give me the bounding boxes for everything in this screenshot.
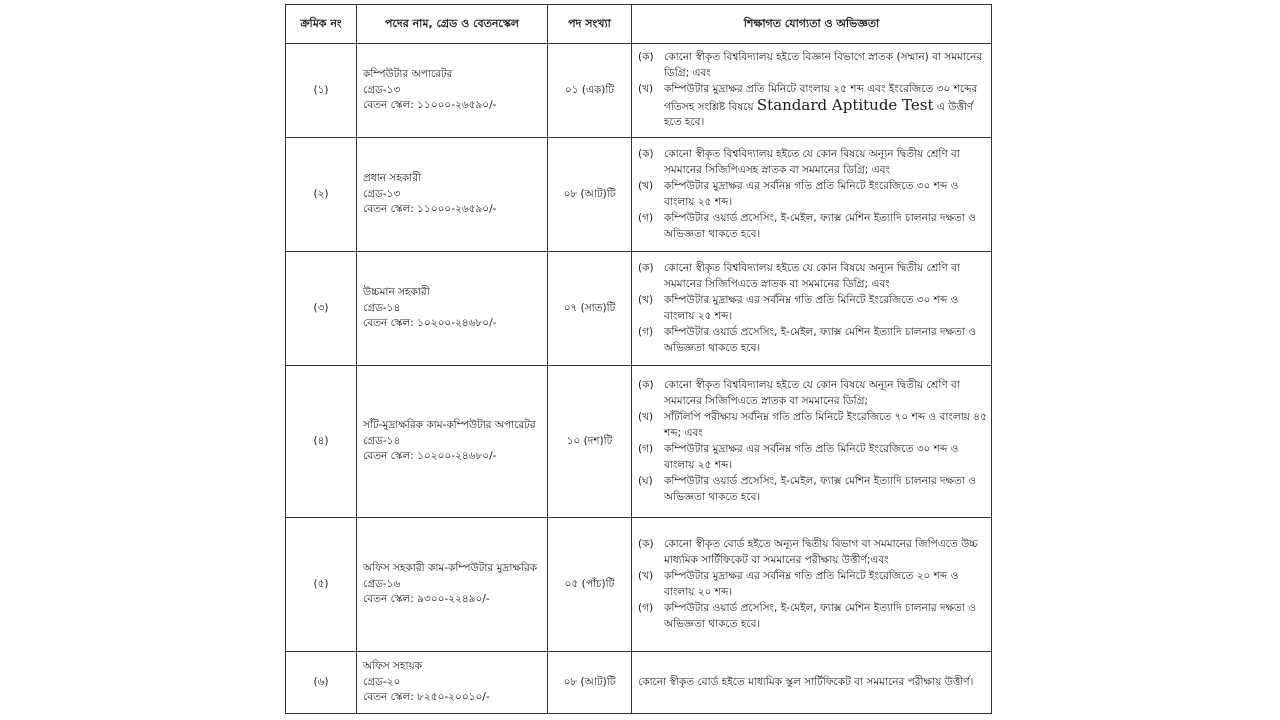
item-marker: (ঘ) (638, 475, 653, 487)
qualification-text: কম্পিউটার মুদ্রাক্ষর এর সর্বনিম্ন গতি প্রতি মিনিটে ইংরেজিতে ৩০ শব্দ ও বাংলায় ২৫ শব্দ। (664, 180, 959, 208)
qualification-text: কম্পিউটার ওয়ার্ড প্রসেসিং, ই-মেইল, ফ্যাক্স মেশিন ইত্যাদি চালনার দক্ষতা ও অভিজ্ঞতা থাকতে হবে। (664, 475, 977, 503)
post-count: ১০ (দশ)টি (548, 366, 632, 518)
qualification-item (638, 293, 987, 324)
post-title: সাঁট-মুদ্রাক্ষরিক কাম-কম্পিউটার অপারেটর (363, 419, 536, 432)
qualification-text-wrap (664, 179, 987, 210)
item-marker: (গ) (638, 602, 654, 614)
item-marker: (গ) (638, 443, 654, 455)
qualification-text-wrap (664, 537, 987, 568)
table-row (286, 652, 992, 714)
qualification-item (638, 50, 987, 81)
post-grade: গ্রেড-১৩ (363, 187, 401, 200)
item-marker: (খ) (638, 570, 654, 582)
item-marker: (খ) (638, 411, 654, 423)
post-grade: গ্রেড-১৩ (363, 83, 401, 96)
qualification-cell (632, 44, 992, 138)
post-title: উচ্চমান সহকারী (363, 286, 430, 299)
post-pay-scale: বেতন স্কেল: ১০২০০-২৪৬৮০/- (363, 450, 497, 463)
qualification-cell (632, 252, 992, 366)
qualification-text-wrap (664, 50, 987, 81)
table-row (286, 252, 992, 366)
header-serial: ক্রমিক নং (286, 5, 357, 44)
post-cell (357, 138, 548, 252)
item-marker: (ক) (638, 51, 654, 64)
item-marker: (গ) (638, 326, 654, 338)
table-row (286, 44, 992, 138)
post-pay-scale: বেতন স্কেল: ৯৩০০-২২৪৯০/- (363, 593, 490, 606)
row-serial: (৫) (286, 518, 357, 652)
table-row (286, 366, 992, 518)
qualification-item (638, 261, 987, 292)
post-count: ০৫ (পাঁচ)টি (548, 518, 632, 652)
qualification-cell (632, 366, 992, 518)
item-marker: (ক) (638, 538, 654, 550)
item-marker: (গ) (638, 212, 654, 224)
item-marker: (ক) (638, 262, 654, 274)
qualification-text-wrap (664, 442, 987, 473)
qualification-text: কম্পিউটার মুদ্রাক্ষর এর সর্বনিম্ন গতি প্রতি মিনিটে ইংরেজিতে ৩০ শব্দ ও বাংলায় ২৫ শব্দ। (664, 294, 959, 322)
table-header-row (286, 5, 992, 44)
header-post: পদের নাম, গ্রেড ও বেতনস্কেল (357, 5, 548, 44)
item-marker: (ক) (638, 379, 654, 391)
post-grade: গ্রেড-১৪ (363, 434, 401, 447)
post-count: ০৮ (আট)টি (548, 138, 632, 252)
post-count: ০৮ (আট)টি (548, 652, 632, 714)
qualification-text: সাঁটলিপি পরীক্ষায় সর্বনিম্ন গতি প্রতি মিনিটে ইংরেজিতে ৭০ শব্দ ও বাংলায় ৪৫ শব্দ; এবং (664, 411, 987, 439)
qualification-text: কোনো স্বীকৃত বিশ্ববিদ্যালয় হইতে বিজ্ঞান বিভাগে স্নাতক (সম্মান) বা সমমানের ডিগ্রি; এবং (664, 51, 983, 79)
qualification-item (638, 675, 987, 691)
item-marker: (খ) (638, 180, 654, 192)
qualification-text-wrap (664, 293, 987, 324)
qualification-text-wrap (664, 261, 987, 292)
qualification-text: কোনো স্বীকৃত বিশ্ববিদ্যালয় হইতে যে কোন বিষয়ে অন্যূন দ্বিতীয় শ্রেণি বা সমমানের সিজিপিএতে স্নাতক বা সমমানের ডিগ্রি; (664, 379, 960, 407)
qualification-text-wrap (664, 82, 987, 131)
qualification-text-wrap (664, 569, 987, 600)
header-count: পদ সংখ্যা (548, 5, 632, 44)
post-pay-scale: বেতন স্কেল: ১১০০০-২৬৫৯০/- (363, 203, 497, 216)
row-serial: (৪) (286, 366, 357, 518)
qualification-text-wrap (664, 325, 987, 356)
qualification-text-wrap (638, 676, 973, 688)
qualification-text: কম্পিউটার ওয়ার্ড প্রসেসিং, ই-মেইল, ফ্যাক্স মেশিন ইত্যাদি চালনার দক্ষতা ও অভিজ্ঞতা থাকতে হবে। (664, 212, 977, 240)
qualification-text: কোনো স্বীকৃত বোর্ড হইতে অন্যূন দ্বিতীয় বিভাগ বা সমমানের জিপিএতে উচ্চ মাধ্যমিক সার্টিফিকেট বা সমমানের পরীক্ষায় উত্তীর্ণ;এবং (664, 538, 978, 566)
qualification-text-tail: এ উত্তীর্ণ হতে হবে। (664, 100, 974, 129)
qualification-text: কোনো স্বীকৃত বোর্ড হইতে মাধ্যমিক স্কুল সার্টিফিকেট বা সমমানের পরীক্ষায় উত্তীর্ণ। (638, 675, 974, 688)
qualification-text: কোনো স্বীকৃত বিশ্ববিদ্যালয় হইতে যে কোন বিষয়ে অন্যূন দ্বিতীয় শ্রেণি বা সমমানের সিজিপিএতে স্নাতক বা সমমানের ডিগ্রি; এবং (664, 262, 960, 290)
qualification-text-wrap (664, 601, 987, 632)
item-marker: (খ) (638, 294, 654, 306)
qualification-item (638, 325, 987, 356)
post-cell (357, 252, 548, 366)
qualification-item (638, 410, 987, 441)
post-cell (357, 366, 548, 518)
qualification-item (638, 147, 987, 178)
qualification-item (638, 211, 987, 242)
item-marker: (ক) (638, 148, 654, 160)
row-serial: (৩) (286, 252, 357, 366)
post-pay-scale: বেতন স্কেল: ১১০০০-২৬৫৯০/- (363, 99, 497, 112)
qualification-text-wrap (664, 410, 987, 441)
qualification-item (638, 82, 987, 131)
post-title: অফিস সহকারী কাম-কম্পিউটার মুদ্রাক্ষরিক (363, 562, 538, 575)
post-grade: গ্রেড-১৪ (363, 301, 401, 314)
test-name-english: Standard Aptitude Test (756, 95, 934, 114)
post-title: প্রধান সহকারী (363, 172, 421, 185)
post-grade: গ্রেড-২০ (363, 675, 401, 688)
post-cell (357, 44, 548, 138)
qualification-item (638, 537, 987, 568)
item-marker: (খ) (638, 83, 654, 96)
qualification-text: কম্পিউটার মুদ্রাক্ষর প্রতি মিনিটে বাংলায় ২৫ শব্দ এবং ইংরেজিতে ৩০ শব্দের গতিসহ সংশ্লিষ্ট বিষয়ে (664, 83, 978, 113)
table-row (286, 138, 992, 252)
post-grade: গ্রেড-১৬ (363, 577, 401, 590)
post-count: ০১ (এক)টি (548, 44, 632, 138)
post-pay-scale: বেতন স্কেল: ৮২৫০-২০০১০/- (363, 691, 490, 704)
qualification-text: কম্পিউটার মুদ্রাক্ষর এর সর্বনিম্ন গতি প্রতি মিনিটে ইংরেজিতে ৩০ শব্দ ও বাংলায় ২৫ শব্দ। (664, 443, 959, 471)
row-serial: (২) (286, 138, 357, 252)
qualification-item (638, 601, 987, 632)
qualification-item (638, 179, 987, 210)
qualification-text: কম্পিউটার মুদ্রাক্ষর এর সর্বনিম্ন গতি প্রতি মিনিটে ইংরেজিতে ২০ শব্দ ও বাংলায় ২০ শব্দ। (664, 570, 959, 598)
post-pay-scale: বেতন স্কেল: ১০২০০-২৪৬৮০/- (363, 317, 497, 330)
qualification-item (638, 442, 987, 473)
qualification-cell (632, 652, 992, 714)
qualification-item (638, 569, 987, 600)
post-count: ০৭ (সাত)টি (548, 252, 632, 366)
qualification-cell (632, 138, 992, 252)
recruitment-table (285, 4, 992, 714)
qualification-text: কোনো স্বীকৃত বিশ্ববিদ্যালয় হইতে যে কোন বিষয়ে অন্যূন দ্বিতীয় শ্রেণি বা সমমানের সিজিপিএসহ স্নাতক বা সমমানের ডিগ্রি; এবং (664, 148, 960, 176)
header-qualification: শিক্ষাগত যোগ্যতা ও অভিজ্ঞতা (632, 5, 992, 44)
row-serial: (১) (286, 44, 357, 138)
qualification-text-wrap (664, 378, 987, 409)
row-serial: (৬) (286, 652, 357, 714)
post-cell (357, 652, 548, 714)
post-title: অফিস সহায়ক (363, 660, 423, 673)
qualification-text: কম্পিউটার ওয়ার্ড প্রসেসিং, ই-মেইল, ফ্যাক্স মেশিন ইত্যাদি চালনার দক্ষতা ও অভিজ্ঞতা থাকতে হবে। (664, 602, 977, 630)
qualification-text-wrap (664, 474, 987, 505)
qualification-text: কম্পিউটার ওয়ার্ড প্রসেসিং, ই-মেইল, ফ্যাক্স মেশিন ইত্যাদি চালনার দক্ষতা ও অভিজ্ঞতা থাকতে হবে। (664, 326, 977, 354)
post-title: কম্পিউটার অপারেটর (363, 68, 453, 81)
table-row (286, 518, 992, 652)
qualification-item (638, 474, 987, 505)
circular-document (285, 4, 991, 714)
qualification-item (638, 378, 987, 409)
qualification-text-wrap (664, 147, 987, 178)
post-cell (357, 518, 548, 652)
qualification-cell (632, 518, 992, 652)
qualification-text-wrap (664, 211, 987, 242)
